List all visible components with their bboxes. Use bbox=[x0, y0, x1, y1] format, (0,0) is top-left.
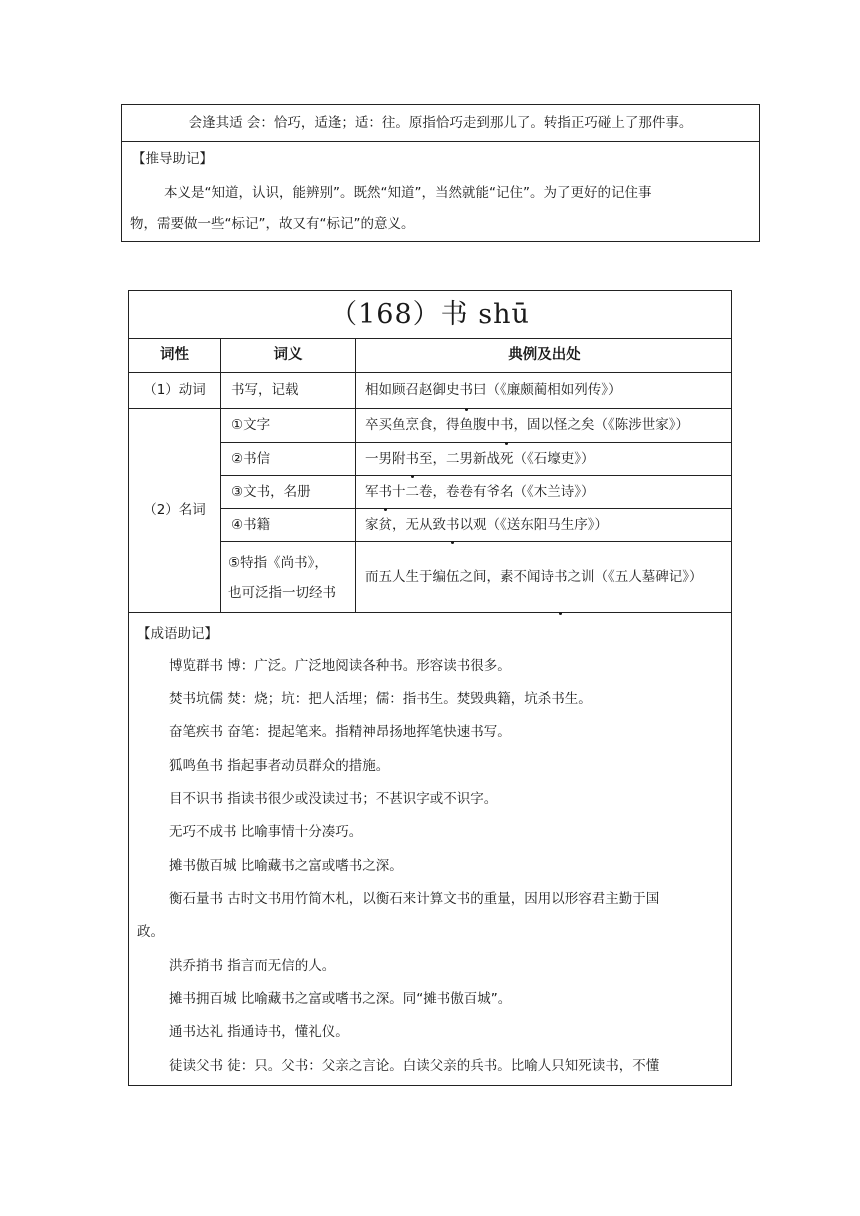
example-text: 卒买鱼烹食，得鱼腹中 bbox=[365, 417, 500, 433]
idiom-row-huifengqishi: 会逢其适 会：恰巧，适逢；适：往。原指恰巧走到那儿了。转指正巧碰上了那件事。 bbox=[122, 105, 759, 142]
idiom-item: 博览群书 博：广泛。广泛地阅读各种书。形容读书很多。 bbox=[169, 658, 511, 674]
noun-example-5 bbox=[365, 542, 703, 612]
noun-example-1 bbox=[365, 409, 689, 442]
col-divider bbox=[355, 338, 356, 612]
derivation-tag: 【推导助记】 bbox=[132, 151, 213, 167]
entry-table bbox=[128, 290, 732, 1086]
idiom-item: 徒读父书 徒：只。父书：父亲之言论。白读父亲的兵书。比喻人只知死读书，不懂 bbox=[169, 1058, 660, 1074]
derivation-text-line2: 物，需要做一些“标记”，故又有“标记”的意义。 bbox=[130, 216, 415, 232]
noun-example-3 bbox=[365, 476, 595, 508]
col-divider bbox=[220, 338, 221, 612]
idiom-item: 奋笔疾书 奋笔：提起笔来。指精神昂扬地挥笔快速书写。 bbox=[169, 724, 511, 740]
emphasized-char: 书 bbox=[500, 409, 514, 442]
example-text: 相如顾召赵御史 bbox=[365, 382, 460, 398]
header-pos: 词性 bbox=[160, 347, 189, 363]
idiom-item: 洪乔捎书 指言而无信的人。 bbox=[169, 958, 336, 974]
idiom-item: 无巧不成书 比喻事情十分凑巧。 bbox=[169, 824, 363, 840]
noun-pos: （2）名词 bbox=[143, 502, 206, 518]
example-source: 曰（《廉颇蔺相如列传》） bbox=[473, 382, 622, 398]
idiom-tag: 【成语助记】 bbox=[137, 626, 218, 642]
top-continuation-box bbox=[121, 104, 760, 242]
entry-title: （168）书 shū bbox=[129, 291, 731, 339]
noun-meaning-1: ①文字 bbox=[231, 417, 271, 433]
idiom-item-continuation: 政。 bbox=[137, 924, 164, 940]
example-text: 家贫，无从致 bbox=[365, 517, 446, 533]
derivation-text-line1: 本义是“知道，认识，能辨别”。既然“知道”，当然就能“记住”。为了更好的记住事 bbox=[164, 185, 652, 201]
emphasized-char: 书 bbox=[460, 373, 474, 408]
example-text: 军 bbox=[365, 484, 379, 500]
example-source: 以观（《送东阳马生序》） bbox=[459, 517, 608, 533]
verb-meaning: 书写，记载 bbox=[231, 382, 299, 398]
example-source: 之训（《五人墓碑记》） bbox=[567, 569, 703, 585]
idiom-item: 通书达礼 指通诗书，懂礼仪。 bbox=[169, 1024, 349, 1040]
example-source: ，固以怪之矣（《陈涉世家》） bbox=[513, 417, 689, 433]
emphasized-char: 书 bbox=[406, 443, 420, 475]
idiom-item: 摊书拥百城 比喻藏书之富或嗜书之深。同“摊书傲百城”。 bbox=[169, 991, 512, 1007]
header-meaning: 词义 bbox=[273, 347, 303, 363]
idiom-item: 狐鸣鱼书 指起事者动员群众的措施。 bbox=[169, 758, 390, 774]
idiom-item: 目不识书 指读书很少或没读过书；不甚识字或不识字。 bbox=[169, 791, 498, 807]
row-divider bbox=[129, 612, 732, 613]
noun-example-4 bbox=[365, 509, 608, 541]
example-source: 至，二男新战死（《石壕吏》） bbox=[419, 451, 595, 467]
idiom-item: 衡石量书 古时文书用竹简木札，以衡石来计算文书的重量，因用以形容君主勤于国 bbox=[169, 891, 660, 907]
example-source: 十二卷，卷卷有爷名（《木兰诗》） bbox=[392, 484, 595, 500]
noun-meaning-5-line1: ⑤特指《尚书》， bbox=[228, 555, 328, 571]
header-examples: 典例及出处 bbox=[508, 347, 581, 363]
noun-meaning-4: ④书籍 bbox=[231, 517, 271, 533]
idiom-item: 摊书傲百城 比喻藏书之富或嗜书之深。 bbox=[169, 858, 403, 874]
idiom-item: 焚书坑儒 焚：烧；坑：把人活埋；儒：指书生。焚毁典籍，坑杀书生。 bbox=[169, 691, 592, 707]
example-text: 一男附 bbox=[365, 451, 406, 467]
noun-meaning-5-line2: 也可泛指一切经书 bbox=[228, 585, 336, 601]
verb-example bbox=[365, 373, 622, 408]
noun-meaning-2: ②书信 bbox=[231, 451, 271, 467]
example-text: 而五人生于编伍之间，素不闻诗 bbox=[365, 569, 554, 585]
emphasized-char: 书 bbox=[446, 509, 460, 541]
emphasized-char: 书 bbox=[379, 476, 393, 508]
emphasized-char: 书 bbox=[554, 542, 568, 612]
noun-example-2 bbox=[365, 443, 595, 475]
verb-pos: （1）动词 bbox=[143, 382, 206, 398]
noun-meaning-3: ③文书，名册 bbox=[231, 484, 311, 500]
